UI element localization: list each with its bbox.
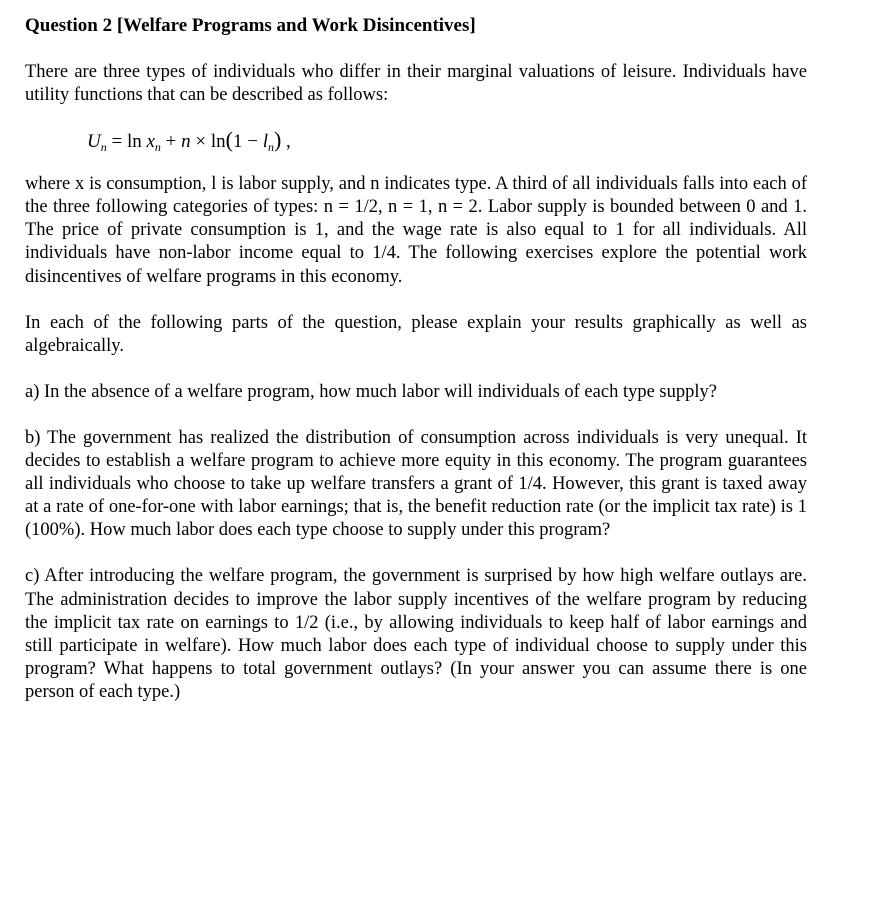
part-c: c) After introducing the welfare program, the government is surprised by how high welfare outlays are. The administration decides to improve the labor supply incentives of the welfare program by reducing the implicit tax rate on earnings to 1/2 (i.e., by allowing individuals to keep half of labor earnings and still participate in welfare). How much labor does each type of individual choose to supply under this program? What happens to total government outlays? (In your answer you can assume there is one person of each type.): [25, 566, 807, 702]
eq-l: l: [262, 131, 268, 153]
eq-sub-n: n: [100, 140, 107, 155]
intro-paragraph: There are three types of individuals who differ in their marginal valuations of leisure. Individuals have utility functions that can be described as follows:: [25, 62, 807, 106]
utility-equation: [87, 127, 807, 155]
eq-trail: ,: [281, 131, 291, 153]
eq-lhs: U: [87, 131, 101, 153]
eq-equals-ln: = ln: [106, 131, 147, 153]
document-page: [25, 10, 807, 704]
eq-one-minus: 1 −: [232, 131, 263, 153]
part-a: a) In the absence of a welfare program, how much labor will individuals of each type supply?: [25, 381, 717, 402]
explain-paragraph: In each of the following parts of the question, please explain your results graphically as well as algebraically.: [25, 312, 807, 356]
eq-close-paren: ): [273, 127, 282, 153]
eq-x-sub: n: [154, 140, 161, 155]
eq-times-ln: × ln: [190, 131, 226, 153]
eq-n: n: [181, 131, 191, 153]
eq-plus: +: [160, 131, 182, 153]
eq-l-sub: n: [267, 140, 274, 155]
question-heading: Question 2 [Welfare Programs and Work Disincentives]: [25, 15, 476, 36]
eq-open-paren: (: [225, 127, 233, 153]
part-b: b) The government has realized the distribution of consumption across individuals is very unequal. It decides to establish a welfare program to achieve more equity in this economy. The program guarantees all individuals who choose to take up welfare transfers a grant of 1/4. However, this grant is taxed away at a rate of one-for-one with labor earnings; that is, the benefit reduction rate (or the implicit tax rate) is 1 (100%). How much labor does each type choose to supply under this program?: [25, 427, 807, 541]
where-paragraph: where x is consumption, l is labor supply, and n indicates type. A third of all individuals falls into each of the three following categories of types: n = 1/2, n = 1, n = 2. Labor supply is bounded between 0 and 1. The price of private consumption is 1, and the wage rate is also equal to 1 for all individuals. All individuals have non-labor income equal to 1/4. The following exercises explore the potential work disincentives of welfare programs in this economy.: [25, 174, 807, 287]
eq-x: x: [146, 131, 155, 153]
